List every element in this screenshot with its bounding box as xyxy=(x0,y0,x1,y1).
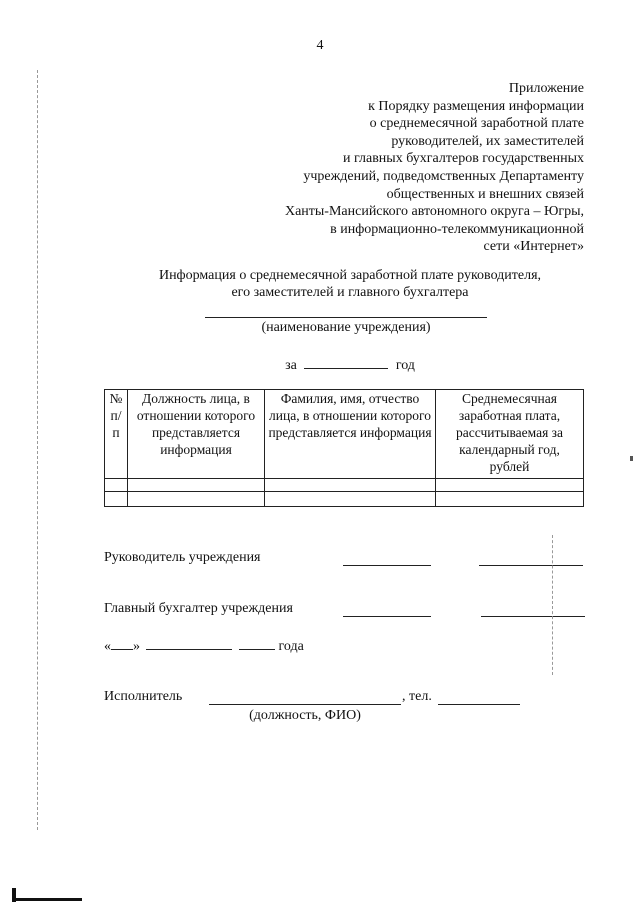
table-cell[interactable] xyxy=(105,479,128,492)
appendix-block xyxy=(224,80,584,256)
page-number: 4 xyxy=(316,38,324,53)
executor-field[interactable] xyxy=(209,703,401,705)
salary-info-table xyxy=(104,389,584,507)
institution-name-field[interactable] xyxy=(205,317,487,318)
date-suffix: года xyxy=(278,639,304,654)
table-header-row xyxy=(105,390,584,479)
institution-caption: (наименование учреждения) xyxy=(261,320,431,335)
appendix-line: сети «Интернет» xyxy=(483,239,584,255)
chief-accountant-signature-field[interactable] xyxy=(343,615,431,617)
appendix-line: и главных бухгалтеров государственных xyxy=(342,151,584,167)
date-row xyxy=(104,637,304,655)
table-cell[interactable] xyxy=(265,479,436,492)
table-cell[interactable] xyxy=(105,492,128,507)
header-average-salary: Среднемесячная заработная плата, рассчитываемая за календарный год, рублей xyxy=(436,390,584,479)
phone-field[interactable] xyxy=(438,703,520,705)
appendix-line: к Порядку размещения информации xyxy=(368,98,584,114)
table-cell[interactable] xyxy=(436,479,584,492)
head-signature-field[interactable] xyxy=(343,564,431,566)
year-short-field[interactable] xyxy=(239,637,275,650)
year-prefix: за xyxy=(285,358,297,373)
year-row xyxy=(0,356,640,374)
scan-corner-mark xyxy=(12,898,82,901)
scan-edge-line xyxy=(552,535,553,675)
executor-caption: (должность, ФИО) xyxy=(249,708,361,723)
title-line-1: Информация о среднемесячной заработной плате руководителя, xyxy=(158,268,542,283)
executor-label: Исполнитель xyxy=(104,689,183,704)
head-signature-label: Руководитель учреждения xyxy=(104,550,261,565)
chief-accountant-signature-label: Главный бухгалтер учреждения xyxy=(104,601,293,616)
appendix-line: Приложение xyxy=(508,81,584,96)
appendix-line: общественных и внешних связей xyxy=(386,186,584,202)
chief-accountant-name-field[interactable] xyxy=(481,615,585,617)
phone-label: , тел. xyxy=(402,689,432,704)
document-title xyxy=(0,267,640,301)
appendix-line: руководителей, их заместителей xyxy=(391,133,584,149)
table-row xyxy=(105,479,584,492)
header-position: Должность лица, в отношении которого представляется информация xyxy=(128,390,265,479)
head-name-field[interactable] xyxy=(479,564,583,566)
table-cell[interactable] xyxy=(265,492,436,507)
date-open-quote: « xyxy=(104,639,111,654)
table-cell[interactable] xyxy=(128,479,265,492)
month-field[interactable] xyxy=(146,637,232,650)
scan-edge-line xyxy=(37,70,38,830)
year-suffix: год xyxy=(395,358,415,373)
table-cell[interactable] xyxy=(128,492,265,507)
header-full-name: Фамилия, имя, отчество лица, в отношении которого представляется информация xyxy=(265,390,436,479)
table-cell[interactable] xyxy=(436,492,584,507)
appendix-line: о среднемесячной заработной плате xyxy=(369,116,584,132)
appendix-line: в информационно-телекоммуникационной xyxy=(330,221,584,237)
scan-speck xyxy=(630,456,633,461)
title-line-2: его заместителей и главного бухгалтера xyxy=(231,285,469,300)
appendix-line: Ханты-Мансийского автономного округа – Югры, xyxy=(284,204,584,220)
header-number: № п/п xyxy=(105,390,128,479)
year-field[interactable] xyxy=(304,356,388,369)
date-close-quote: » xyxy=(133,639,140,654)
day-field[interactable] xyxy=(111,637,133,650)
appendix-line: учреждений, подведомственных Департаменту xyxy=(303,168,584,184)
table-row xyxy=(105,492,584,507)
